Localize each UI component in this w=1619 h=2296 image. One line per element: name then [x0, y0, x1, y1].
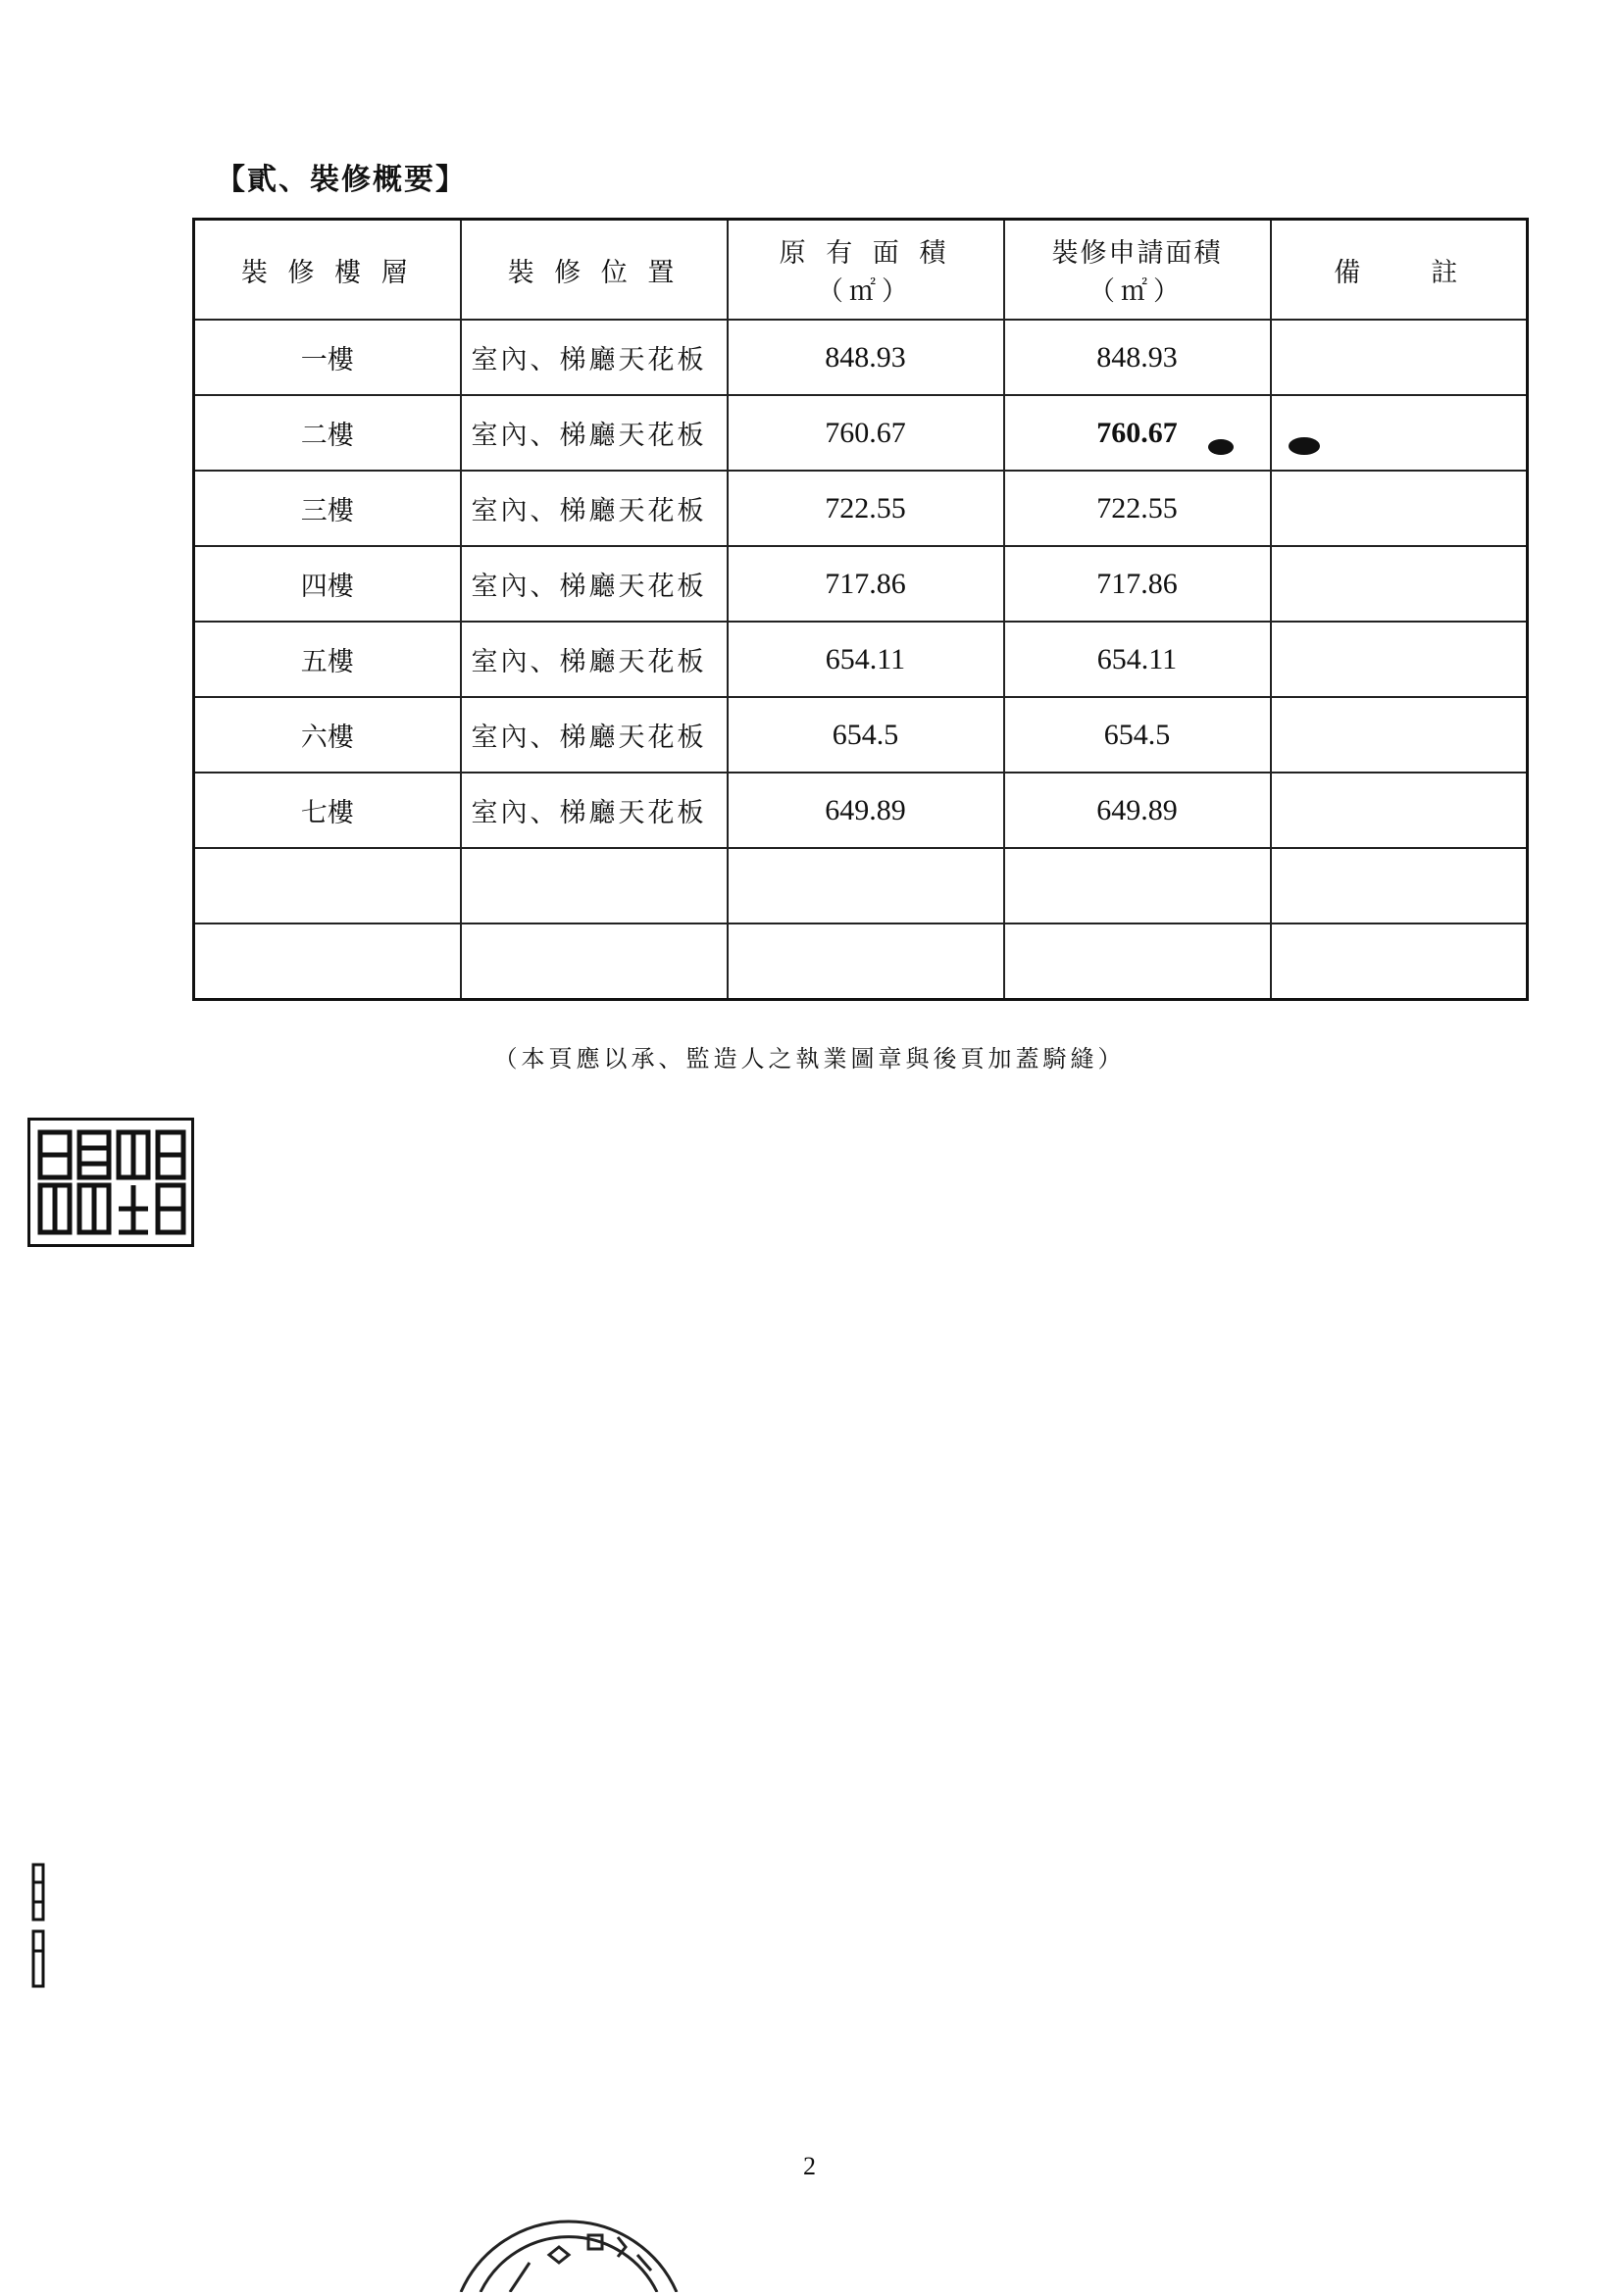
table-row	[194, 471, 1528, 546]
cell-remark	[1271, 395, 1528, 471]
cell-applied-area	[1004, 848, 1271, 923]
cell-position	[461, 848, 728, 923]
side-stamp-fragment	[31, 1863, 45, 1990]
cell-position: 室內、梯廳天花板	[461, 471, 728, 546]
cell-position: 室內、梯廳天花板	[461, 395, 728, 471]
table-header-row	[194, 220, 1528, 321]
cell-remark	[1271, 471, 1528, 546]
cell-floor: 二樓	[194, 395, 461, 471]
cell-floor: 一樓	[194, 320, 461, 395]
table-row	[194, 773, 1528, 848]
cell-floor: 三樓	[194, 471, 461, 546]
header-applied-area-label: 裝修申請面積	[1051, 238, 1223, 269]
header-original-area-unit: （㎡）	[817, 276, 914, 307]
seal-stamp-graphic	[30, 1121, 191, 1244]
header-position: 裝 修 位 置	[461, 220, 728, 321]
cell-floor: 四樓	[194, 546, 461, 622]
cell-floor	[194, 848, 461, 923]
cell-position: 室內、梯廳天花板	[461, 320, 728, 395]
table-row	[194, 622, 1528, 697]
cell-remark	[1271, 622, 1528, 697]
cell-original-area: 654.11	[728, 622, 1004, 697]
cell-original-area: 654.5	[728, 697, 1004, 773]
seal-stamp-icon	[27, 1118, 194, 1247]
table-row	[194, 395, 1528, 471]
cell-remark	[1271, 923, 1528, 1000]
cell-applied-area: 760.67	[1004, 395, 1271, 471]
cell-remark	[1271, 546, 1528, 622]
cell-remark	[1271, 848, 1528, 923]
cell-original-area: 848.93	[728, 320, 1004, 395]
cell-applied-area: 722.55	[1004, 471, 1271, 546]
header-original-area-label: 原 有 面 積	[779, 238, 952, 269]
cell-original-area	[728, 923, 1004, 1000]
cell-floor	[194, 923, 461, 1000]
header-applied-area-unit: （㎡）	[1088, 276, 1186, 307]
cell-original-area	[728, 848, 1004, 923]
renovation-summary-table	[192, 218, 1529, 1001]
table-row	[194, 923, 1528, 1000]
cell-remark	[1271, 697, 1528, 773]
cell-original-area: 760.67	[728, 395, 1004, 471]
cell-position	[461, 923, 728, 1000]
cell-original-area: 717.86	[728, 546, 1004, 622]
cell-remark	[1271, 773, 1528, 848]
cell-position: 室內、梯廳天花板	[461, 622, 728, 697]
header-original-area	[728, 220, 1004, 321]
ink-blot	[1289, 437, 1320, 455]
cell-applied-area: 654.11	[1004, 622, 1271, 697]
cell-remark	[1271, 320, 1528, 395]
cell-applied-area: 649.89	[1004, 773, 1271, 848]
header-applied-area	[1004, 220, 1271, 321]
header-floor: 裝 修 樓 層	[194, 220, 461, 321]
cell-applied-area: 848.93	[1004, 320, 1271, 395]
cell-applied-area: 654.5	[1004, 697, 1271, 773]
cell-floor: 五樓	[194, 622, 461, 697]
table-row	[194, 546, 1528, 622]
cell-original-area: 722.55	[728, 471, 1004, 546]
footnote: （本頁應以承、監造人之執業圖章與後頁加蓋騎縫）	[493, 1045, 1126, 1073]
official-seal-icon	[451, 2167, 686, 2292]
cell-applied-area	[1004, 923, 1271, 1000]
table-row	[194, 848, 1528, 923]
ink-blot	[1208, 439, 1234, 455]
header-remarks: 備 註	[1271, 220, 1528, 321]
table-row	[194, 697, 1528, 773]
cell-floor: 七樓	[194, 773, 461, 848]
page-number: 2	[803, 2152, 816, 2180]
cell-applied-area: 717.86	[1004, 546, 1271, 622]
cell-position: 室內、梯廳天花板	[461, 773, 728, 848]
cell-original-area: 649.89	[728, 773, 1004, 848]
cell-position: 室內、梯廳天花板	[461, 546, 728, 622]
section-heading: 【貳、裝修概要】	[216, 163, 467, 197]
table-row	[194, 320, 1528, 395]
cell-position: 室內、梯廳天花板	[461, 697, 728, 773]
cell-floor: 六樓	[194, 697, 461, 773]
